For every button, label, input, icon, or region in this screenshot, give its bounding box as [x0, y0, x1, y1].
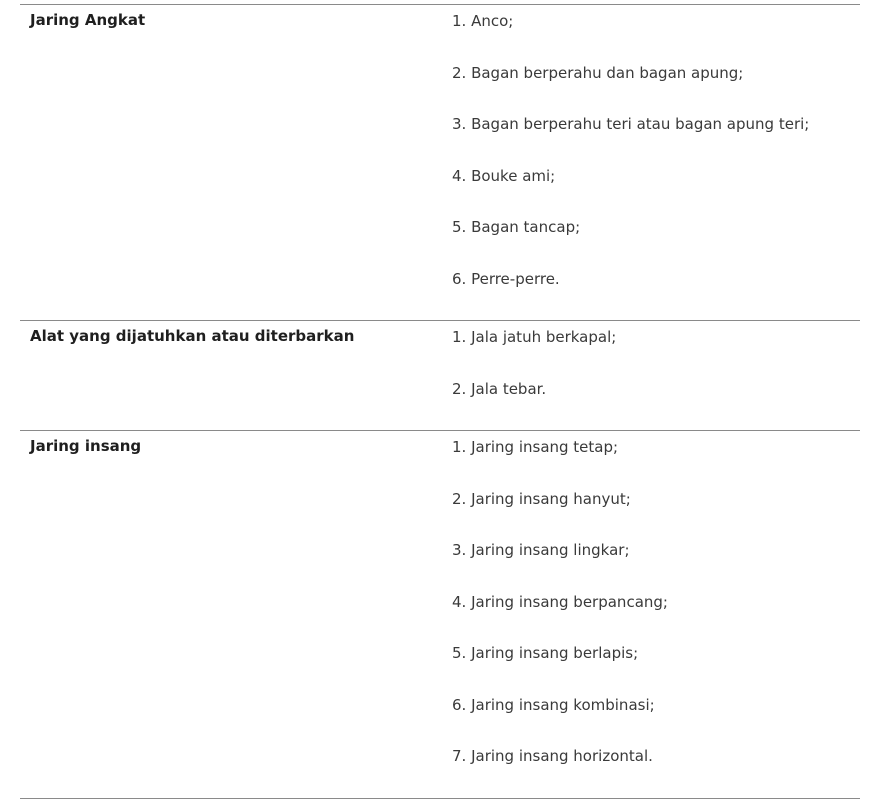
list-item: 3. Bagan berperahu teri atau bagan apung teri; — [452, 115, 810, 133]
list-item: 4. Jaring insang berpancang; — [452, 592, 668, 611]
list-item: 2. Jaring insang hanyut; — [452, 489, 631, 508]
list-item: 3. Jaring insang lingkar; — [452, 541, 630, 559]
list-item: 1. Jala jatuh berkapal; — [452, 328, 617, 346]
table-group-alat-dijatuhkan — [20, 320, 860, 430]
item-list — [452, 5, 860, 320]
item-list — [452, 431, 860, 798]
list-item: 2. Jala tebar. — [452, 379, 547, 398]
fishing-gear-table — [20, 4, 860, 799]
list-item: 1. Anco; — [452, 12, 514, 30]
list-item: 6. Perre-perre. — [452, 269, 560, 288]
table-group-jaring-angkat — [20, 4, 860, 320]
list-item: 2. Bagan berperahu dan bagan apung; — [452, 63, 744, 82]
item-list — [452, 321, 860, 430]
category-label: Alat yang dijatuhkan atau diterbarkan — [30, 327, 355, 345]
list-item: 6. Jaring insang kombinasi; — [452, 695, 655, 714]
list-item: 7. Jaring insang horizontal. — [452, 747, 653, 765]
list-item: 4. Bouke ami; — [452, 166, 556, 185]
table-group-jaring-insang — [20, 430, 860, 799]
category-label: Jaring insang — [30, 437, 142, 455]
list-item: 5. Jaring insang berlapis; — [452, 644, 639, 662]
list-item: 5. Bagan tancap; — [452, 218, 581, 236]
list-item: 1. Jaring insang tetap; — [452, 438, 619, 456]
category-label: Jaring Angkat — [30, 11, 146, 29]
